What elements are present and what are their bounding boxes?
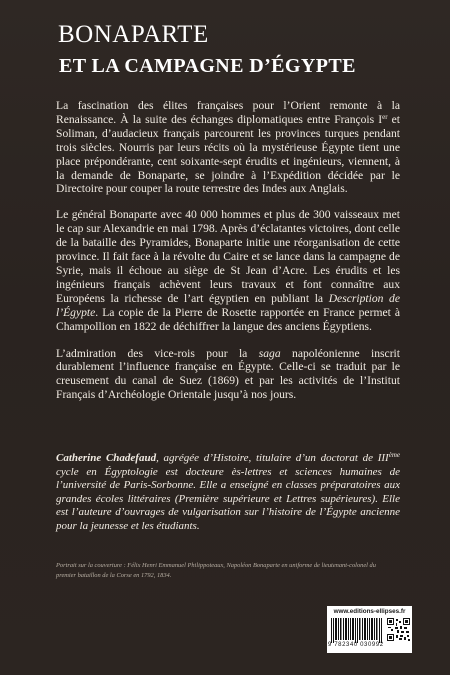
blurb bbox=[56, 99, 400, 402]
qr-code-icon bbox=[387, 618, 410, 641]
barcode-panel bbox=[327, 606, 412, 653]
isbn-barcode bbox=[330, 618, 385, 643]
book-title bbox=[58, 22, 356, 76]
blurb-paragraph-1: La fascination des élites françaises pour l’Orient remonte à la Renaissance. À la suite des échanges diplomatiques entre François Ier et Soliman, d’audacieux français parcourent les provinces turques pendant trois siècles. Nourris par leurs récits où la mystérieuse Égypte tient une place prépondérante, cent soixante-sept érudits et ingénieurs, viennent, à la demande de Bonaparte, se joindre à l’Expédition décidée par le Directoire pour couper la route terrestre des Indes aux Anglais. bbox=[56, 99, 401, 196]
cover-credit: Portrait sur la couverture : Félix Henri Emmanuel Philippoteaux, Napoléon Bonaparte en uniforme de lieutenant-colonel du premier bataillon de la Corse en 1792, 1834. bbox=[56, 562, 376, 579]
author-name: Catherine Chadefaud bbox=[56, 452, 157, 464]
isbn-number: 9 782340 030992 bbox=[328, 642, 384, 648]
blurb-paragraph-3: L’admiration des vice-rois pour la saga napoléonienne inscrit durablement l’influence française en Égypte. Celle-ci se traduit par le creusement du canal de Suez (1869) et par les activités de l’Institut Français d’Archéologie Orientale jusqu’à nos jours. bbox=[56, 346, 400, 402]
title-line-1: BONAPARTE bbox=[58, 21, 209, 48]
title-line-2: ET LA CAMPAGNE D’ÉGYPTE bbox=[59, 55, 356, 77]
blurb-paragraph-2: Le général Bonaparte avec 40 000 hommes et plus de 300 vaisseaux met le cap sur Alexandrie en mai 1798. Après d’éclatantes victoires, dont celle de la bataille des Pyramides, Bonaparte initie une réorganisation de cette province. Il fait face à la révolte du Caire et se lance dans la campagne de Syrie, mais il échoue au siège de St Jean d’Acre. Les érudits et les ingénieurs français achèvent leurs travaux et font connaître aux Européens la richesse de l’art égyptien en publiant la Description de l’Égypte. La copie de la Pierre de Rosette rapportée en France permet à Champollion en 1822 de déchiffrer la langue des anciens Égyptiens. bbox=[56, 208, 400, 333]
author-bio: Catherine Chadefaud, agrégée d’Histoire, titulaire d’un doctorat de IIIème cycle en Égyptologie est docteure ès-lettres et sciences humaines de l’université de Paris-Sorbonne. Elle a enseigné en classes préparatoires aux grandes écoles littéraires (Première supérieure et Lettres supérieures). Elle est l’auteure d’ouvrages de vulgarisation sur l’histoire de l’Égypte ancienne pour la jeunesse et les étudiants. bbox=[56, 451, 400, 532]
publisher-website[interactable]: www.editions-ellipses.fr bbox=[333, 608, 406, 615]
